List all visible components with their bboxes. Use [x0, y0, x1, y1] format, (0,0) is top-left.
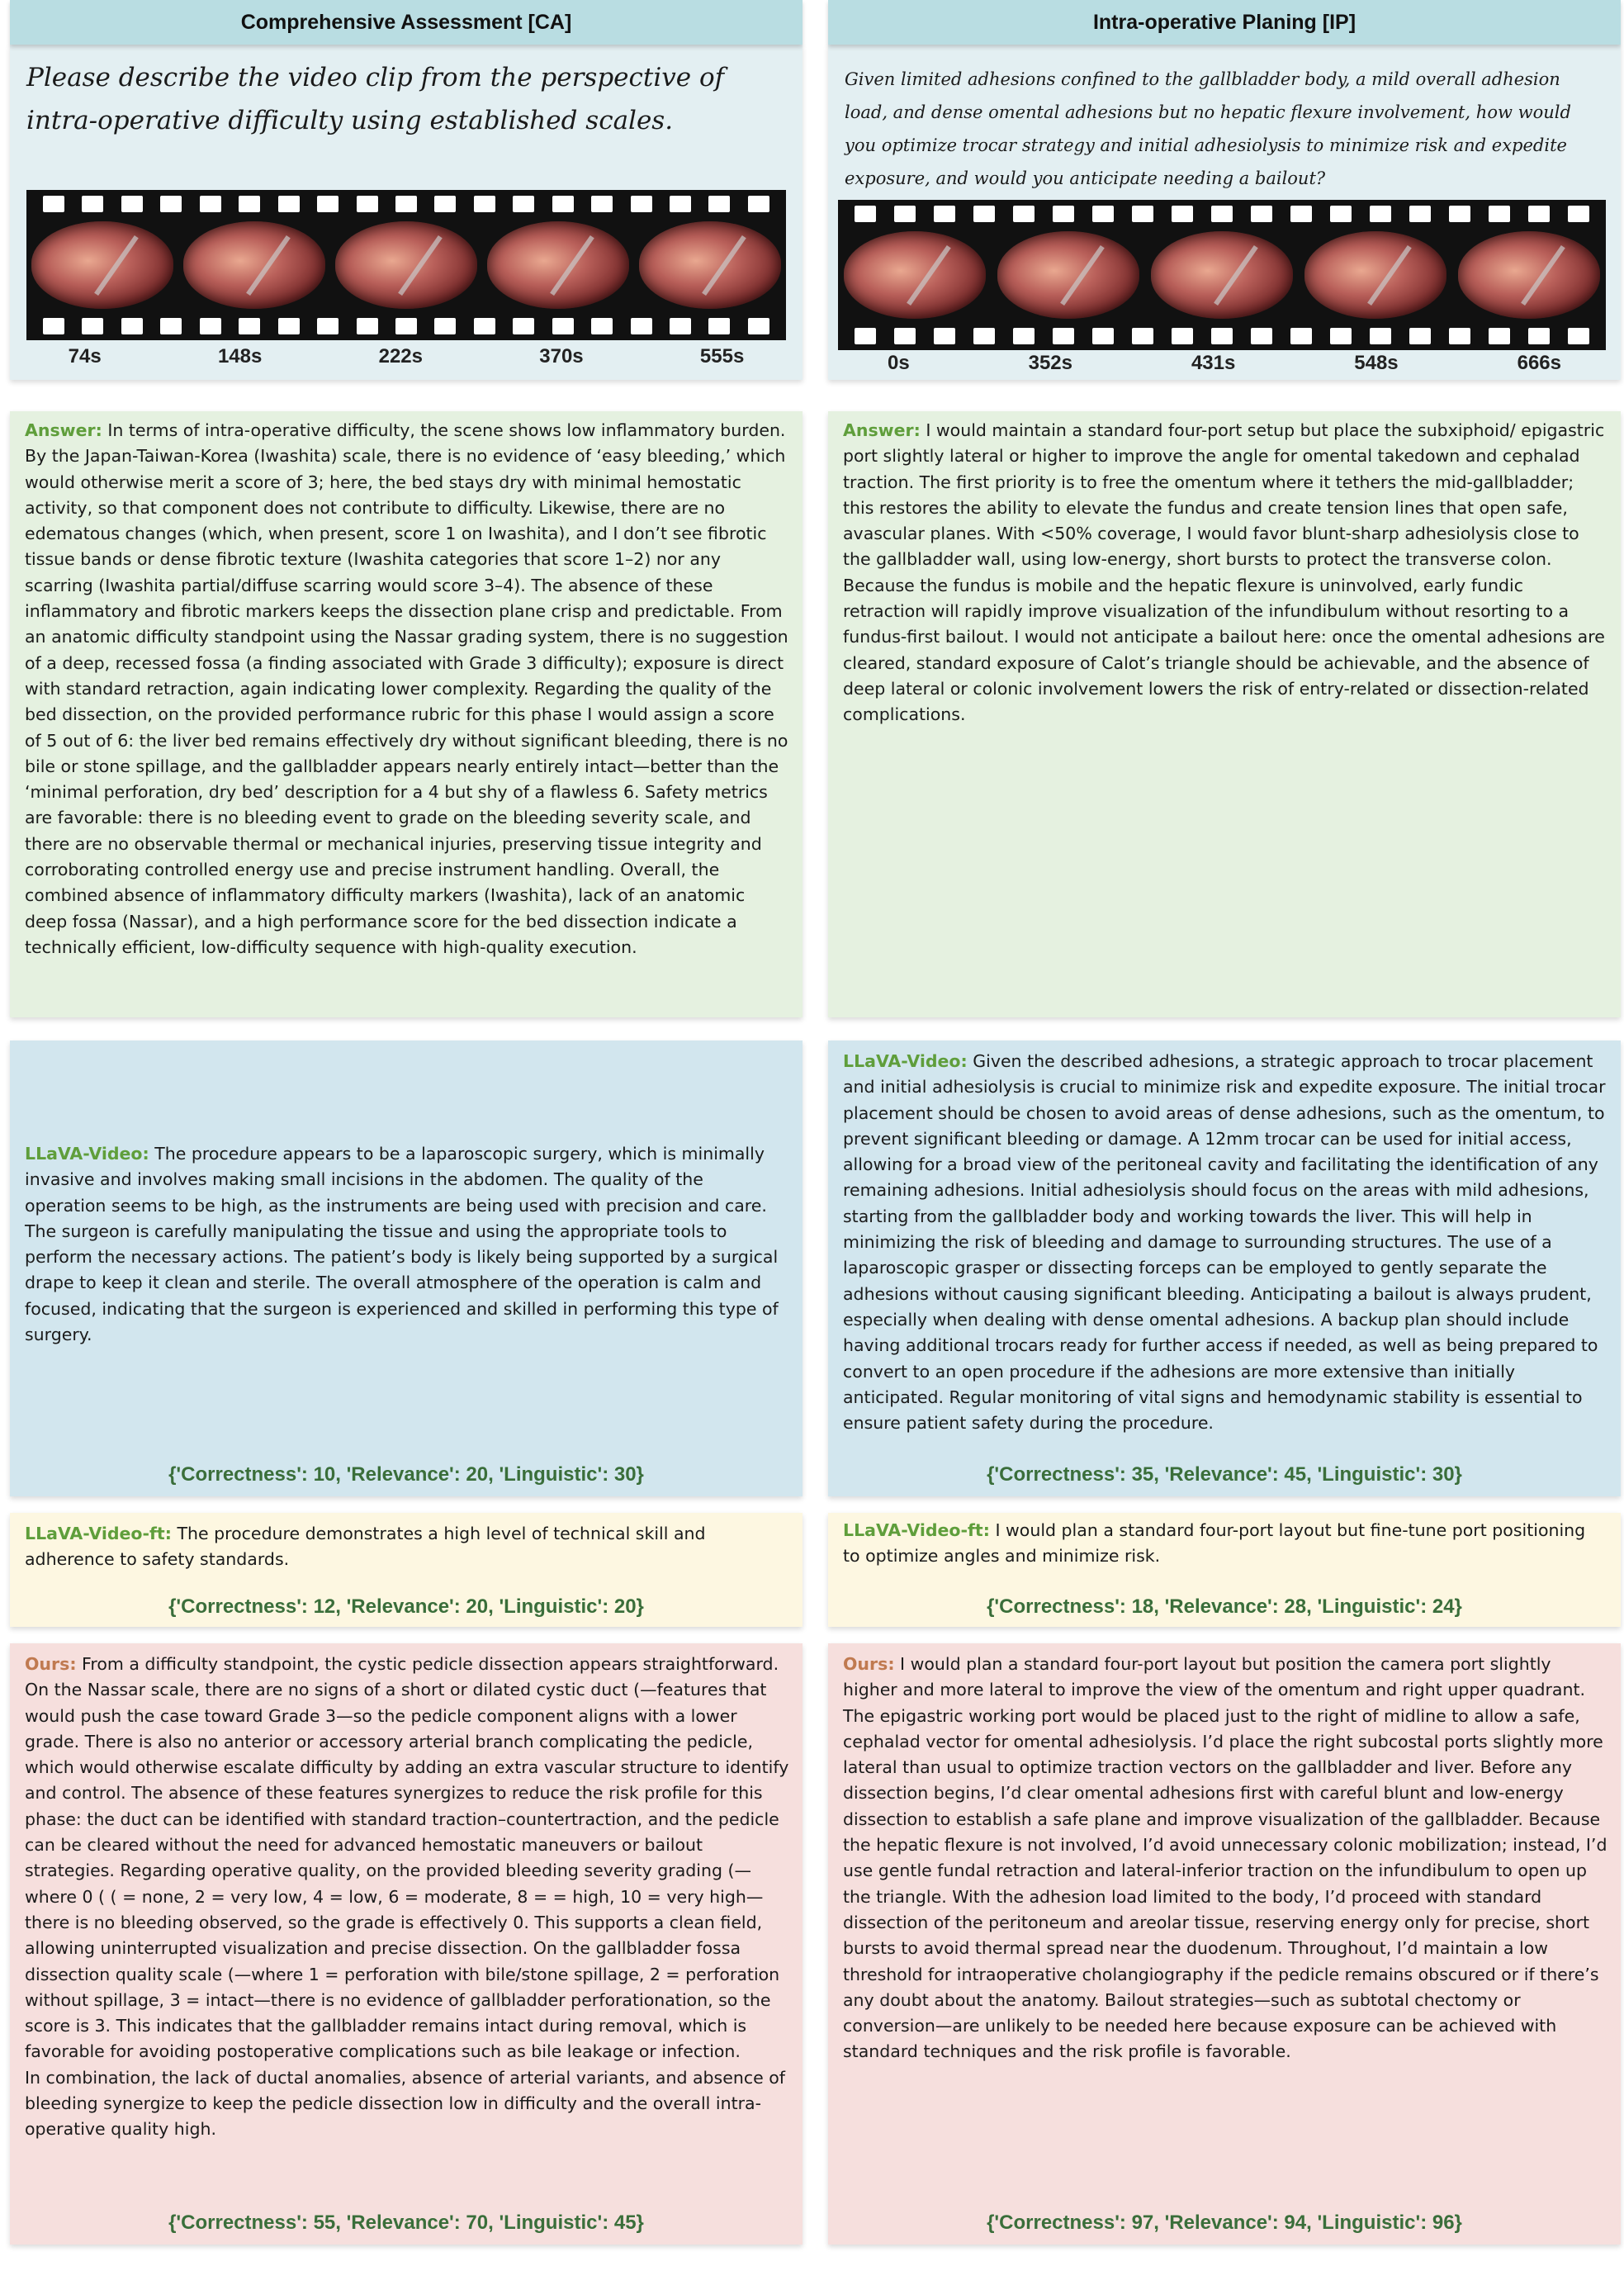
film-perforations — [43, 318, 769, 334]
timestamp: 222s — [378, 345, 423, 367]
ip-filmstrip — [838, 200, 1606, 350]
video-frame — [335, 221, 477, 309]
ip-answer-panel — [828, 411, 1621, 1017]
ca-llava-response: LLaVA-Video: The procedure appears to be a laparoscopic surgery, which is minimally invasive and involves making small incisions in the abdomen. The quality of the operation seems to be high, as the instruments are being used with precision and care. The surgeon is carefully manipulating the tissue and using the appropriate tools to perform the necessary actions. The patient’s body is likely being supported by a surgical drape to keep it clean and sterile. The overall atmosphere of the operation is calm and focused, indicating that the surgeon is experienced and skilled in performing this type of surgery. — [25, 1144, 779, 1345]
timestamp: 431s — [1191, 352, 1236, 374]
ca-ours-response: Ours: From a difficulty standpoint, the cystic pedicle dissection appears straightforward. On the Nassar scale, there are no signs of a short or dilated cystic duct (—features that would push the case toward Grade 3—so the pedicle component aligns with a lower grade. There is also no anterior or accessory arterial branch complicating the pedicle, which would otherwise escalate difficulty by adding an extra vascular structure to identify and control. The absence of these features synergizes to reduce the risk profile for this phase: the duct can be identified with standard traction–countertraction, and the pedicle can be cleared without the need for advanced hemostatic maneuvers or bailout strategies. Regarding operative quality, on the provided bleeding severity grading (—where 0 ( ( = none, 2 = very low, 4 = low, 6 = moderate, 8 = = high, 10 = very high—there is no bleeding observed, so the grade is effectively 0. This supports a clean field, allowing uninterrupted visualization and precise dissection. On the gallbladder fossa dissection quality scale (—where 1 = perforation with bile/stone spillage, 2 = perforation without spillage, 3 = intact—there is no evidence of gallbladder perforationation, so the score is 3. This indicates that the gallbladder remains intact during removal, which is favorable for avoiding postoperative complications such as bile leakage or infection. In combination, the lack of ductal anomalies, absence of arterial variants, and absence of bleeding synergize to keep the pedicle dissection low in difficulty and the overall intra-operative quality high. — [25, 1654, 789, 2140]
ip-timestamps — [828, 352, 1621, 375]
ca-ft-score: {'Correctness': 12, 'Relevance': 20, 'Linguistic': 20} — [168, 1595, 644, 1618]
ca-llava-panel — [10, 1041, 803, 1496]
video-frame — [183, 221, 325, 309]
timestamp: 666s — [1517, 352, 1561, 374]
ip-question: Given limited adhesions confined to the gallbladder body, a mild overall adhesion load, and dense omental adhesions but no hepatic flexure involvement, how would you optimize trocar strategy and initial adhesiolysis to minimize risk and expedite exposure, and would you anticipate needing a bailout? — [845, 69, 1571, 188]
ca-ft-panel — [10, 1513, 803, 1627]
timestamp: 148s — [217, 345, 263, 367]
ca-ours-score: {'Correctness': 55, 'Relevance': 70, 'Linguistic': 45} — [168, 2212, 644, 2234]
ca-answer: Answer: In terms of intra-operative difficulty, the scene shows low inflammatory burden. By the Japan-Taiwan-Korea (Iwashita) scale, there is no evidence of ‘easy bleeding,’ which would otherwise merit a score of 3; here, the bed stays dry with minimal hemostatic activity, so that component does not contribute to difficulty. Likewise, there are no edematous changes (which, when present, score 1 on Iwashita), and I don’t see fibrotic tissue bands or dense fibrotic texture (Iwashita categories that score 1–2) nor any scarring (Iwashita partial/diffuse scarring would score 3–4). The absence of these inflammatory and fibrotic markers keeps the dissection plane crisp and predictable. From an anatomic difficulty standpoint using the Nassar grading system, there is no suggestion of a deep, recessed fossa (a finding associated with Grade 3 difficulty); exposure is direct with standard retraction, again indicating lower complexity. Regarding the quality of the bed dissection, on the provided performance rubric for this phase I would assign a score of 5 out of 6: the liver bed remains effectively dry without significant bleeding, there is no bile or stone spillage, and the gallbladder appears nearly entirely intact—better than the ‘minimal perforation, dry bed’ description for a 4 but shy of a flawless 6. Safety metrics are favorable: there is no bleeding event to grade on the bleeding severity scale, and there are no observable thermal or mechanical injuries, preserving tissue integrity and corroborating controlled energy use and precise instrument handling. Overall, the combined absence of inflammatory difficulty markers (Iwashita), lack of an anatomic deep fossa (Nassar), and a high performance score for the bed dissection indicate a technically efficient, low-difficulty sequence with high-quality execution. — [25, 420, 788, 957]
ca-ours-panel — [10, 1643, 803, 2245]
ip-answer: Answer: I would maintain a standard four-port setup but place the subxiphoid/ epigastric port slightly lateral or higher to improve the angle for omental takedown and cephalad traction. The first priority is to free the omentum where it tethers the mid-gallbladder; this restores the ability to elevate the fundus and create tension lines that open safe, avascular planes. With <50% coverage, I would favor blunt-sharp adhesiolysis close to the gallbladder wall, using low-energy, short bursts to protect the transverse colon. Because the fundus is mobile and the hepatic flexure is uninvolved, early fundic retraction will rapidly improve visualization of the infundibulum without resorting to a fundus-first bailout. I would not anticipate a bailout here: once the omental adhesions are cleared, standard exposure of Calot’s triangle should be achievable, and the absence of deep lateral or colonic involvement lowers the risk of entry-related or dissection-related complications. — [843, 420, 1605, 725]
video-frame — [1304, 231, 1446, 319]
video-frame — [997, 231, 1139, 319]
ca-answer-panel — [10, 411, 803, 1017]
video-frame — [639, 221, 781, 309]
timestamp: 352s — [1028, 352, 1072, 374]
ip-ours-panel — [828, 1643, 1621, 2245]
ca-llava-score: {'Correctness': 10, 'Relevance': 20, 'Linguistic': 30} — [168, 1463, 644, 1486]
ip-llava-score: {'Correctness': 35, 'Relevance': 45, 'Linguistic': 30} — [987, 1463, 1462, 1486]
ip-ft-panel — [828, 1513, 1621, 1627]
ca-filmstrip — [26, 190, 786, 340]
ip-llava-panel — [828, 1041, 1621, 1496]
ip-ours-score: {'Correctness': 97, 'Relevance': 94, 'Linguistic': 96} — [987, 2212, 1462, 2234]
ip-column — [828, 0, 1621, 2234]
film-perforations — [43, 196, 769, 212]
timestamp: 555s — [699, 345, 745, 367]
video-frame — [844, 231, 986, 319]
video-frame — [31, 221, 173, 309]
timestamp: 74s — [68, 345, 102, 367]
ca-header: Comprehensive Assessment [CA] — [10, 0, 803, 45]
ip-ft-score: {'Correctness': 18, 'Relevance': 28, 'Linguistic': 24} — [987, 1595, 1462, 1618]
ca-question: Please describe the video clip from the perspective of intra-operative difficulty using established scales. — [26, 63, 725, 135]
timestamp: 0s — [887, 352, 910, 374]
ip-header: Intra-operative Planing [IP] — [828, 0, 1621, 45]
ip-ft-response: LLaVA-Video-ft: I would plan a standard four-port layout but fine-tune port positioning to optimize angles and minimize risk. — [843, 1520, 1586, 1567]
timestamp: 370s — [539, 345, 584, 367]
film-perforations — [855, 206, 1589, 222]
timestamp: 548s — [1354, 352, 1399, 374]
ca-question-panel — [10, 45, 803, 380]
ip-ours-response: Ours: I would plan a standard four-port layout but position the camera port slightly higher and more lateral to improve the view of the omentum and right upper quadrant. The epigastric working port would be placed just to the right of midline to allow a safe, cephalad vector for omental adhesiolysis. I’d place the right subcostal ports slightly more lateral than usual to optimize traction vectors on the gallbladder and liver. Before any dissection begins, I’d clear omental adhesions first with careful blunt and low-energy dissection to establish a safe plane and improve visualization of the gallbladder. Because the hepatic flexure is not involved, I’d avoid unnecessary colonic mobilization; instead, I’d use gentle fundal retraction and lateral-inferior traction on the infundibulum to open up the triangle. With the adhesion load limited to the body, I’d proceed with standard dissection of the peritoneum and areolar tissue, reserving energy only for precise, short bursts to avoid thermal spread near the duodenum. Throughout, I’d maintain a low threshold for intraoperative cholangiography if the pedicle remains obscured or if there’s any doubt about the anatomy. Bailout strategies—such as subtotal chectomy or conversion—are unlikely to be needed here because exposure can be achieved with standard techniques and the risk profile is favorable. — [843, 1654, 1607, 2062]
ip-llava-response: LLaVA-Video: Given the described adhesions, a strategic approach to trocar placement and initial adhesiolysis is crucial to minimize risk and expedite exposure. The initial trocar placement should be chosen to avoid areas of dense adhesions, such as the omentum, to prevent significant bleeding or damage. A 12mm trocar can be used for initial access, allowing for a broad view of the peritoneal cavity and facilitating the identification of any remaining adhesions. Initial adhesiolysis should focus on the areas with mild adhesions, starting from the gallbladder body and working towards the liver. This will help in minimizing the risk of bleeding and damage to surrounding structures. The use of a laparoscopic grasper or dissecting forceps can be employed to gently separate the adhesions without causing significant bleeding. Anticipating a bailout is always prudent, especially when dealing with dense omental adhesions. A backup plan should include having additional trocars ready for further access if needed, as well as being prepared to convert to an open procedure if the adhesions are more extensive than initially anticipated. Regular monitoring of vital signs and hemodynamic stability is essential to ensure patient safety during the procedure. — [843, 1051, 1606, 1434]
ca-ft-response: LLaVA-Video-ft: The procedure demonstrates a high level of technical skill and adherence to safety standards. — [25, 1524, 706, 1570]
video-frame — [1151, 231, 1293, 319]
video-frame — [487, 221, 629, 309]
video-frame — [1458, 231, 1600, 319]
ip-question-panel — [828, 45, 1621, 380]
ca-column — [10, 0, 803, 2234]
film-perforations — [855, 328, 1589, 344]
ca-timestamps — [10, 345, 803, 368]
